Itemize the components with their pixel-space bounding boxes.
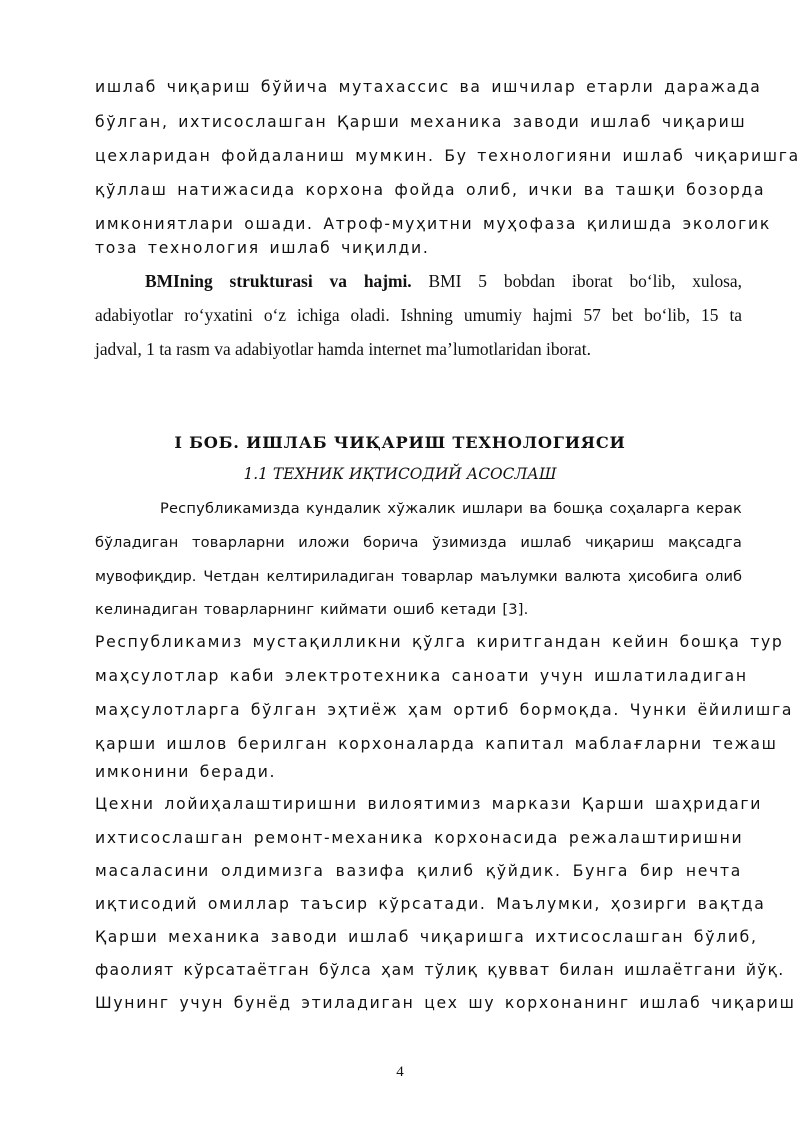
chapter-title: I БОБ. ИШЛАБ ЧИҚАРИШ ТЕХНОЛОГИЯСИ bbox=[174, 433, 626, 452]
text-line: имкониятлари ошади. Атроф-муҳитни муҳофаза қилишда экологик bbox=[95, 215, 771, 233]
text-line: ихтисослашган ремонт-механика корхонасида режалаштиришни bbox=[95, 829, 744, 847]
text-line: Республикамиз мустақилликни қўлга киритгандан кейин бошқа тур bbox=[95, 633, 784, 651]
text-line: бўладиган товарларни иложи борича ўзимизда ишлаб чиқариш мақсадга bbox=[95, 534, 742, 551]
bold-lead-text: BMIning strukturasi va hajmi. bbox=[145, 271, 412, 291]
text-line: маҳсулотлар каби электротехника саноати учун ишлатиладиган bbox=[95, 667, 748, 685]
page-number: 4 bbox=[396, 1064, 404, 1080]
text-line: тоза технология ишлаб чиқилди. bbox=[95, 239, 430, 257]
text-line: мувофиқдир. Четдан келтириладиган товарлар маълумки валюта ҳисобига олиб bbox=[95, 568, 742, 585]
text-line bbox=[145, 270, 742, 292]
text-span: BMI 5 bobdan iborat bo‘lib, xulosa, bbox=[411, 271, 742, 291]
text-line: масаласини олдимизга вазифа қилиб қўйдик. Бунга бир нечта bbox=[95, 862, 742, 880]
text-line: бўлган, ихтисослашган Қарши механика заводи ишлаб чиқариш bbox=[95, 113, 747, 131]
text-line: Шунинг учун бунёд этиладиган цех шу корхонанинг ишлаб чиқариш bbox=[95, 994, 796, 1012]
text-line: имконини беради. bbox=[95, 763, 277, 781]
text-line: adabiyotlar ro‘yxatini o‘z ichiga oladi. Ishning umumiy hajmi 57 bet bo‘lib, 15 ta bbox=[95, 305, 742, 325]
text-line: қарши ишлов берилган корхоналарда капитал маблағларни тежаш bbox=[95, 735, 778, 753]
text-line: цехларидан фойдаланиш мумкин. Бу технологияни ишлаб чиқаришга bbox=[95, 147, 800, 165]
text-line: фаолият кўрсатаётган бўлса ҳам тўлиқ қувват билан ишлаётгани йўқ. bbox=[95, 961, 785, 979]
text-line: қўллаш натижасида корхона фойда олиб, ички ва ташқи бозорда bbox=[95, 181, 766, 199]
text-line: маҳсулотларга бўлган эҳтиёж ҳам ортиб бормоқда. Чунки ёйилишга bbox=[95, 701, 794, 719]
text-line: Цехни лойиҳалаштиришни вилоятимиз маркази Қарши шаҳридаги bbox=[95, 795, 763, 813]
text-line: иқтисодий омиллар таъсир кўрсатади. Маълумки, ҳозирги вақтда bbox=[95, 895, 766, 913]
text-line: Республикамизда кундалик хўжалик ишлари ва бошқа соҳаларга керак bbox=[160, 500, 742, 517]
text-line: jadval, 1 ta rasm va adabiyotlar hamda internet ma’lumotlaridan iborat. bbox=[95, 339, 591, 359]
section-subtitle: 1.1 ТЕХНИК ИҚТИСОДИЙ АСОСЛАШ bbox=[243, 465, 557, 483]
text-line: ишлаб чиқариш бўйича мутахассис ва ишчилар етарли даражада bbox=[95, 78, 762, 96]
text-line: Қарши механика заводи ишлаб чиқаришга ихтисослашган бўлиб, bbox=[95, 928, 758, 946]
text-line: келинадиган товарларнинг киймати ошиб кетади [3]. bbox=[95, 601, 529, 618]
